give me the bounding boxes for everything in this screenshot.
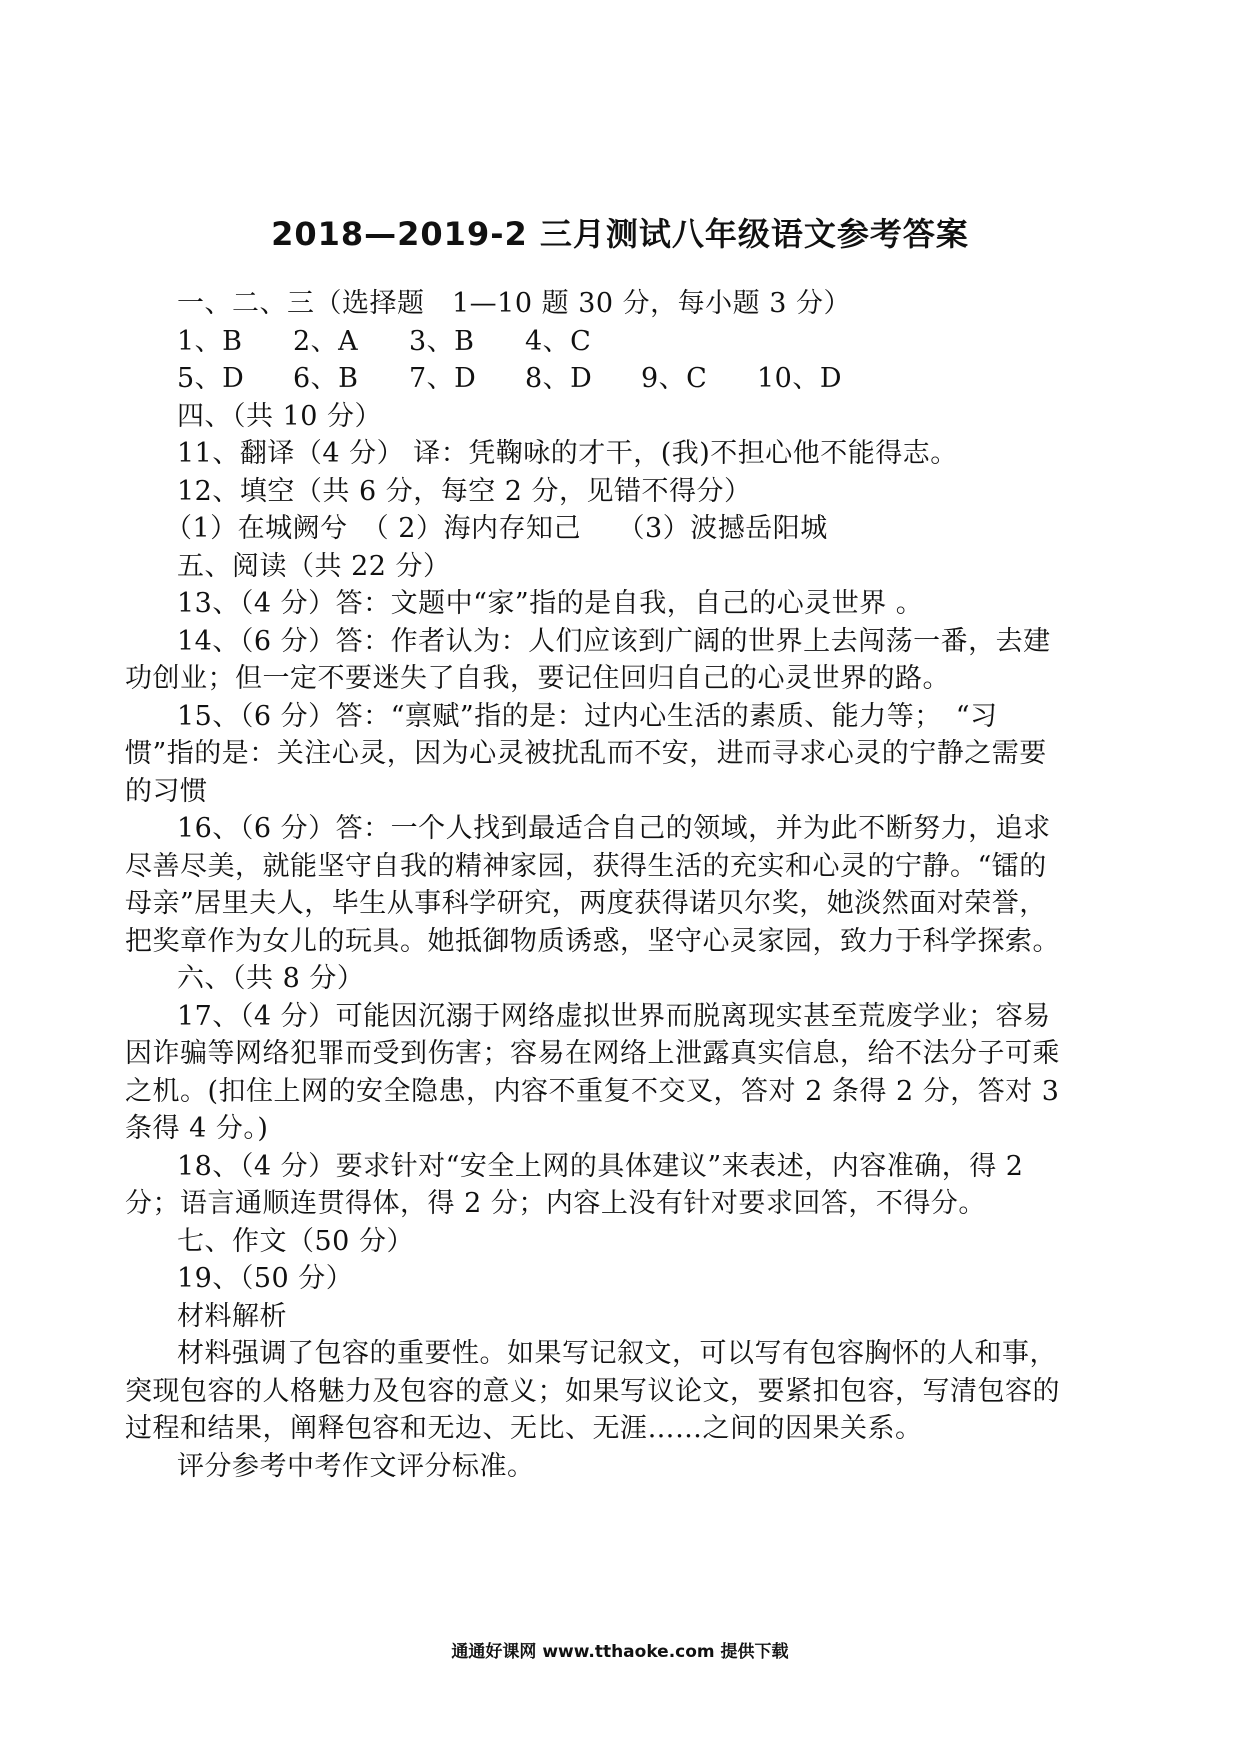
question-16-line-4: 把奖章作为女儿的玩具。她抵御物质诱惑，坚守心灵家园，致力于科学探索。	[125, 925, 1060, 957]
section-1-heading: 一、二、三（选择题 1—10 题 30 分，每小题 3 分）	[177, 288, 851, 319]
question-19: 19、（50 分）	[177, 1263, 354, 1294]
question-11: 11、翻译（4 分） 译：凭鞠咏的才干，(我)不担心他不能得志。	[177, 438, 958, 469]
answer-7: 7、D	[409, 363, 477, 394]
answer-10: 10、D	[757, 363, 843, 394]
material-analysis-heading: 材料解析	[177, 1300, 287, 1332]
answer-1: 1、B	[177, 325, 243, 357]
answer-9: 9、C	[641, 363, 708, 394]
question-16-line-1: 16、（6 分）答：一个人找到最适合自己的领域，并为此不断努力，追求	[177, 813, 1051, 844]
answer-body	[125, 285, 1115, 1485]
answer-8: 8、D	[525, 363, 593, 394]
question-16-line-3: 母亲”居里夫人，毕生从事科学研究，两度获得诺贝尔奖，她淡然面对荣誉，	[125, 888, 1047, 919]
answer-5: 5、D	[177, 363, 245, 394]
section-6-heading: 六、（共 8 分）	[177, 963, 365, 994]
question-17-line-3: 之机。(扣住上网的安全隐患，内容不重复不交叉，答对 2 条得 2 分，答对 3	[125, 1075, 1060, 1107]
question-15-line-2: 惯”指的是：关注心灵，因为心灵被扰乱而不安，进而寻求心灵的宁静之需要	[125, 738, 1047, 769]
answer-6: 6、B	[293, 363, 359, 394]
footer-source: 通通好课网 www.tthaoke.com 提供下载	[451, 1642, 789, 1662]
question-17-line-4: 条得 4 分。)	[125, 1113, 269, 1144]
section-5-heading: 五、阅读（共 22 分）	[177, 550, 451, 582]
question-17-line-1: 17、（4 分）可能因沉溺于网络虚拟世界而脱离现实甚至荒废学业；容易	[177, 1000, 1051, 1032]
answer-3: 3、B	[409, 325, 475, 357]
question-13: 13、（4 分）答：文题中“家”指的是自我，自己的心灵世界 。	[177, 588, 924, 619]
question-12: 12、填空（共 6 分，每空 2 分，见错不得分）	[177, 475, 752, 507]
question-15-line-1: 15、（6 分）答：“禀赋”指的是：过内心生活的素质、能力等； “习	[177, 700, 998, 732]
question-17-line-2: 因诈骗等网络犯罪而受到伤害；容易在网络上泄露真实信息，给不法分子可乘	[125, 1038, 1060, 1069]
question-18-line-1: 18、（4 分）要求针对“安全上网的具体建议”来表述，内容准确，得 2	[177, 1150, 1024, 1182]
section-4-heading: 四、（共 10 分）	[177, 400, 383, 432]
question-16-line-2: 尽善尽美，就能坚守自我的精神家园，获得生活的充实和心灵的宁静。“镭的	[125, 850, 1047, 882]
question-18-line-2: 分；语言通顺连贯得体，得 2 分；内容上没有针对要求回答，不得分。	[125, 1188, 986, 1219]
question-12-answers: （1）在城阙兮 （ 2）海内存知己 （3）波撼岳阳城	[165, 513, 828, 544]
scoring-note: 评分参考中考作文评分标准。	[177, 1450, 535, 1482]
answer-row-2	[125, 360, 1115, 398]
material-analysis-line-1: 材料强调了包容的重要性。如果写记叙文，可以写有包容胸怀的人和事，	[177, 1338, 1057, 1369]
question-15-line-3: 的习惯	[125, 775, 208, 807]
section-7-heading: 七、作文（50 分）	[177, 1225, 414, 1257]
page-title: 2018—2019-2 三月测试八年级语文参考答案	[271, 215, 969, 253]
material-analysis-line-3: 过程和结果，阐释包容和无边、无比、无涯……之间的因果关系。	[125, 1413, 923, 1444]
question-14-line-1: 14、（6 分）答：作者认为：人们应该到广阔的世界上去闯荡一番，去建	[177, 625, 1051, 657]
material-analysis-line-2: 突现包容的人格魅力及包容的意义；如果写议论文，要紧扣包容，写清包容的	[125, 1375, 1060, 1407]
answer-4: 4、C	[525, 325, 592, 357]
answer-row-1	[125, 323, 1115, 361]
question-14-line-2: 功创业；但一定不要迷失了自我，要记住回归自己的心灵世界的路。	[125, 663, 950, 694]
answer-2: 2、A	[293, 325, 359, 357]
